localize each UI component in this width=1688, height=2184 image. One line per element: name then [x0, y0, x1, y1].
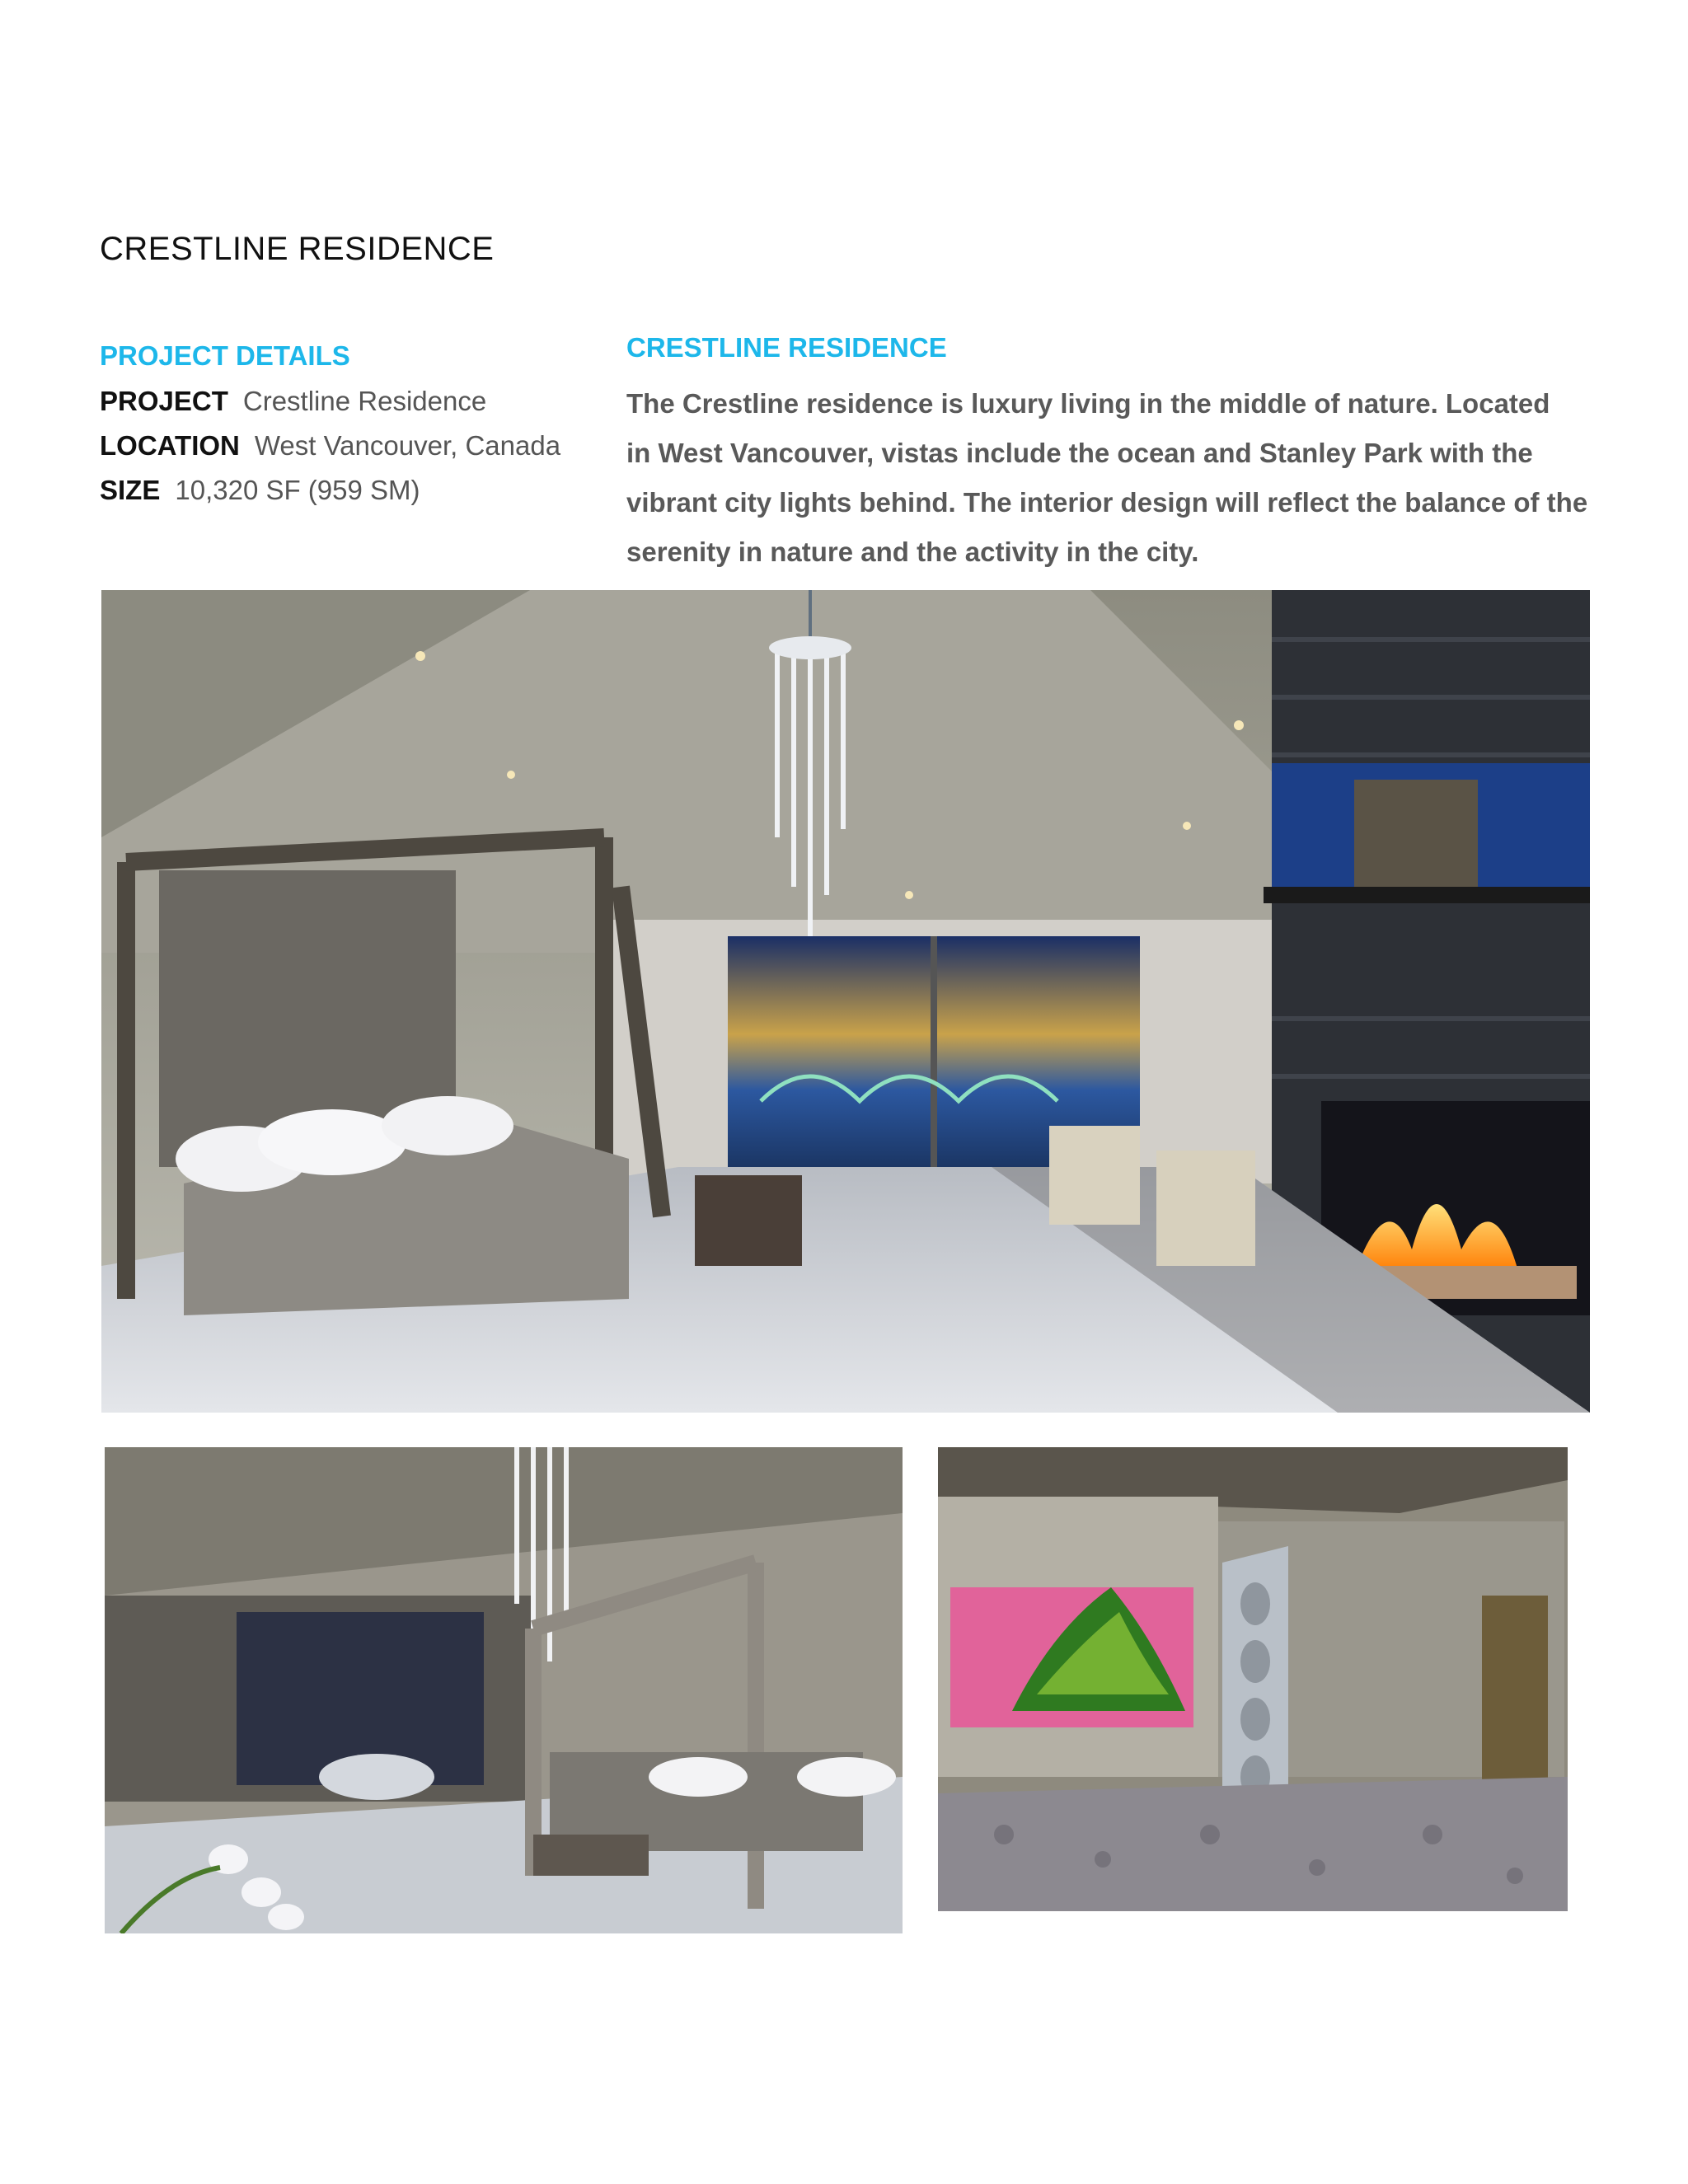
size-label: SIZE	[100, 475, 161, 505]
description-line: vibrant city lights behind. The interior design will reflect the balance of the	[626, 487, 1588, 518]
location-row	[100, 430, 560, 462]
size-value: 10,320 SF (959 SM)	[175, 475, 420, 505]
project-value: Crestline Residence	[242, 386, 487, 416]
description-line: in West Vancouver, vistas include the ocean and Stanley Park with the	[626, 438, 1533, 468]
size-row	[100, 475, 420, 506]
bedroom-bath-render	[105, 1447, 903, 1933]
project-details-heading: PROJECT DETAILS	[100, 340, 350, 371]
hallway-art-render	[938, 1447, 1568, 1911]
project-label: PROJECT	[100, 386, 228, 416]
location-value: West Vancouver, Canada	[254, 430, 561, 461]
description-line: serenity in nature and the activity in the city.	[626, 537, 1199, 567]
master-bedroom-render	[101, 590, 1590, 1413]
page-title: CRESTLINE RESIDENCE	[100, 231, 495, 267]
project-row	[100, 386, 486, 417]
location-label: LOCATION	[100, 430, 240, 461]
description-heading: CRESTLINE RESIDENCE	[626, 332, 947, 363]
description-line: The Crestline residence is luxury living in the middle of nature. Located	[626, 388, 1550, 419]
description-body	[626, 379, 1615, 577]
